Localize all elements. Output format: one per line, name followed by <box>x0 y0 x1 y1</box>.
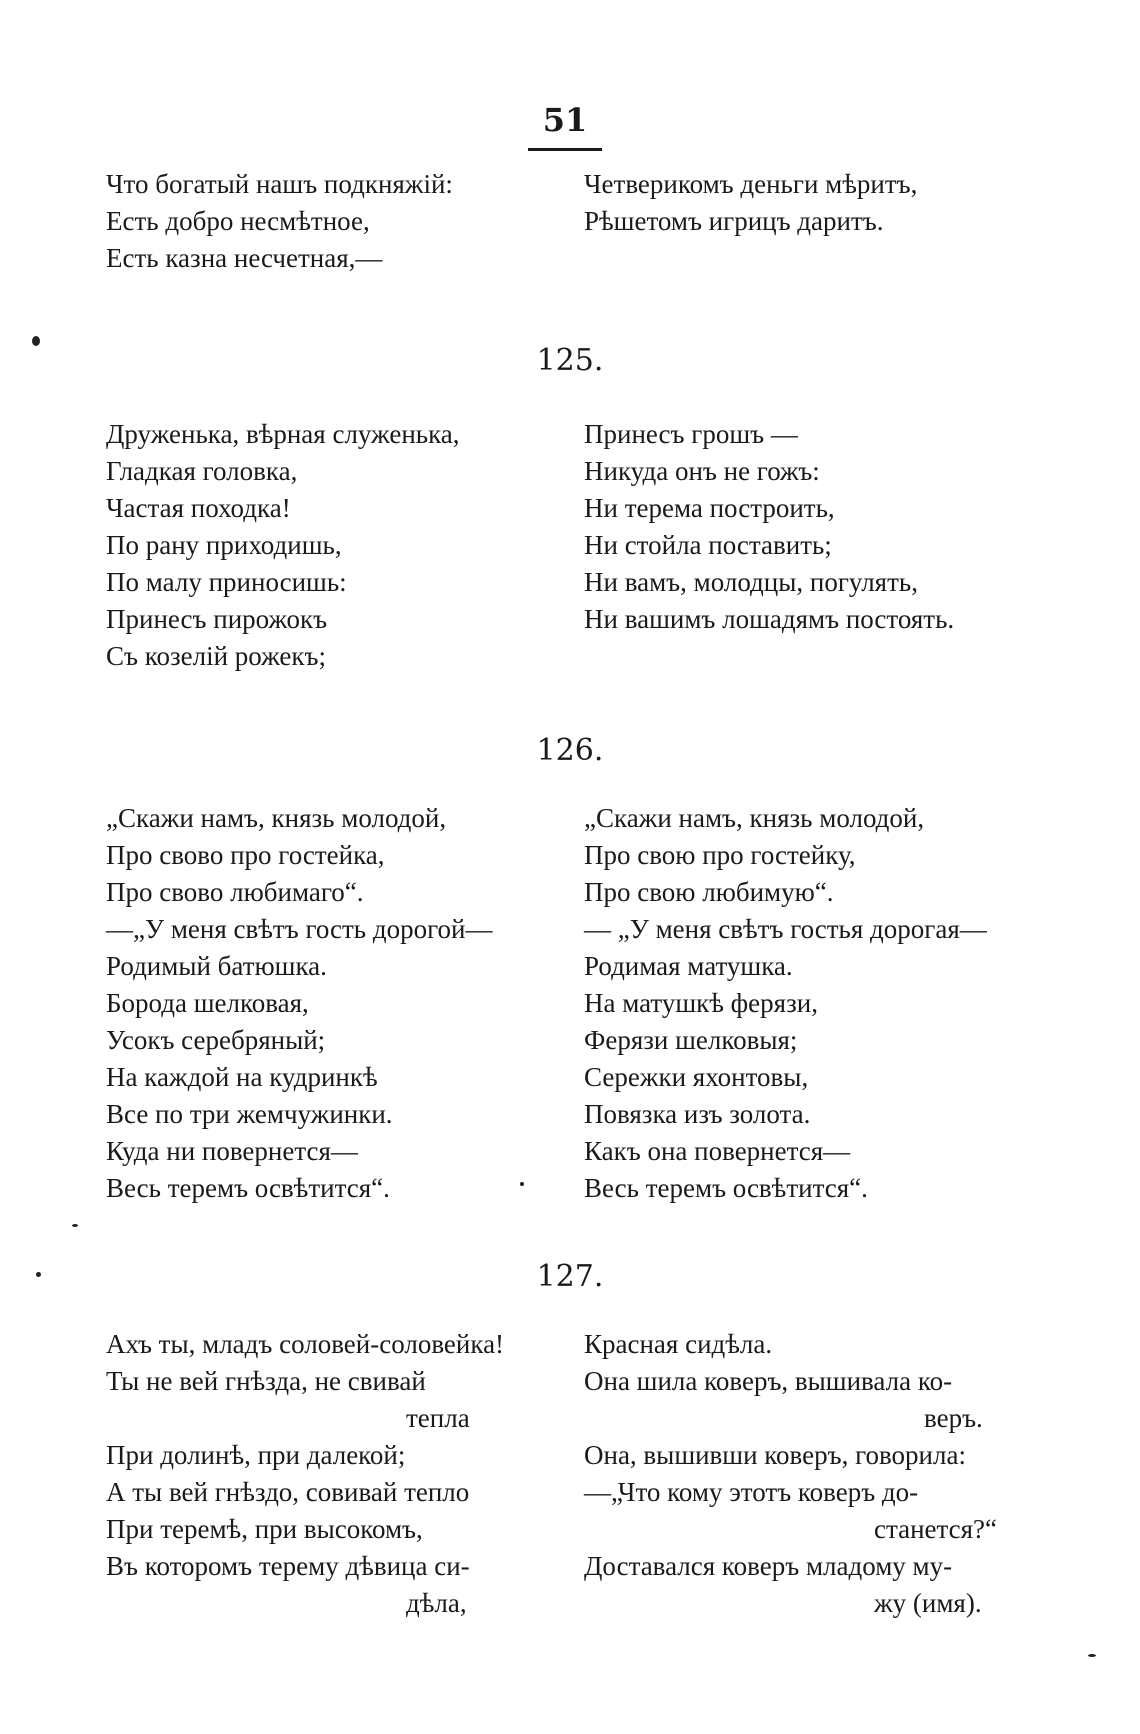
verse-line: Красная сидѣла. <box>584 1329 773 1359</box>
scan-speck <box>72 1224 78 1227</box>
verse-line: —„У меня свѣтъ гость дорогой— <box>106 914 493 944</box>
scan-speck <box>32 336 40 346</box>
verse-line: Родимый батюшка. <box>106 951 327 981</box>
verse-line: Ни стойла поставить; <box>584 530 832 560</box>
verse-line: Усокъ серебряный; <box>106 1025 326 1055</box>
section-126-right-column <box>584 800 1036 1207</box>
verse-line: Куда ни повернется— <box>106 1136 358 1166</box>
page-number-rule <box>528 148 602 151</box>
verse-line: Четверикомъ деньги мѣритъ, <box>584 169 918 199</box>
verse-line: На матушкѣ ферязи, <box>584 988 818 1018</box>
section-number: 127. <box>536 1259 604 1294</box>
verse-line: Никуда онъ не гожъ: <box>584 456 820 486</box>
top-right-column <box>584 166 1036 240</box>
verse-line: „Скажи намъ, князь молодой, <box>584 803 925 833</box>
verse-line: Она, вышивши коверъ, говорила: <box>584 1440 966 1470</box>
verse-line-continuation: тепла <box>406 1403 470 1433</box>
verse-line: Есть казна несчетная,— <box>106 243 383 273</box>
verse-line: Принесъ грошъ — <box>584 419 798 449</box>
verse-line: Про свово любимаго“. <box>106 877 364 907</box>
verse-line: Частая походка! <box>106 493 291 523</box>
verse-line: Про свово про гостейка, <box>106 840 385 870</box>
verse-line: Все по три жемчужинки. <box>106 1099 393 1129</box>
verse-line: Ни терема построить, <box>584 493 835 523</box>
verse-line: — „У меня свѣтъ гостья дорогая— <box>584 914 987 944</box>
verse-line: Друженька, вѣрная служенька, <box>106 419 460 449</box>
verse-line-continuation: жу (имя). <box>874 1588 982 1618</box>
verse-line: Ферязи шелковыя; <box>584 1025 798 1055</box>
section-125-left-column <box>106 416 556 675</box>
verse-line: Повязка изъ золота. <box>584 1099 811 1129</box>
section-125-right-column <box>584 416 1036 638</box>
verse-line-continuation: станется?“ <box>874 1514 998 1544</box>
verse-line: По рану приходишь, <box>106 530 342 560</box>
verse-line: Гладкая головка, <box>106 456 298 486</box>
section-number: 125. <box>536 343 604 378</box>
verse-line: Есть добро несмѣтное, <box>106 206 370 236</box>
verse-line: Ахъ ты, младъ соловей-соловейка! <box>106 1329 505 1359</box>
verse-line: Родимая матушка. <box>584 951 793 981</box>
scan-speck <box>1088 1654 1096 1657</box>
scan-speck <box>36 1272 41 1277</box>
verse-line: Принесъ пирожокъ <box>106 604 328 634</box>
top-left-column <box>106 166 556 277</box>
scan-speck <box>520 1182 524 1186</box>
verse-line: При теремѣ, при высокомъ, <box>106 1514 423 1544</box>
verse-line: Про свою любимую“. <box>584 877 834 907</box>
verse-line: А ты вей гнѣздо, совивай тепло <box>106 1477 470 1507</box>
verse-line: Она шила коверъ, вышивала ко- <box>584 1366 953 1396</box>
verse-line: Ты не вей гнѣзда, не свивай <box>106 1366 426 1396</box>
verse-line: Что богатый нашъ подкняжій: <box>106 169 453 199</box>
verse-line: Весь теремъ освѣтится“. <box>106 1173 390 1203</box>
verse-line: „Скажи намъ, князь молодой, <box>106 803 447 833</box>
section-126-left-column <box>106 800 556 1207</box>
verse-line: Рѣшетомъ игрицъ даритъ. <box>584 206 884 236</box>
verse-line: Весь теремъ освѣтится“. <box>584 1173 868 1203</box>
verse-line: По малу приносишь: <box>106 567 347 597</box>
verse-line: При долинѣ, при далекой; <box>106 1440 406 1470</box>
section-127-left-column <box>106 1326 556 1622</box>
verse-line: Борода шелковая, <box>106 988 309 1018</box>
verse-line-continuation: веръ. <box>924 1403 983 1433</box>
verse-line: Сережки яхонтовы, <box>584 1062 809 1092</box>
verse-line-continuation: дѣла, <box>406 1588 467 1618</box>
section-127-right-column <box>584 1326 1036 1622</box>
verse-line: Какъ она повернется— <box>584 1136 851 1166</box>
verse-line: На каждой на кудринкѣ <box>106 1062 378 1092</box>
verse-line: Съ козелій рожекъ; <box>106 641 326 671</box>
verse-line: Доставался коверъ младому му- <box>584 1551 953 1581</box>
verse-line: Ни вашимъ лошадямъ постоять. <box>584 604 955 634</box>
verse-line: Въ которомъ терему дѣвица си- <box>106 1551 470 1581</box>
verse-line: Ни вамъ, молодцы, погулять, <box>584 567 918 597</box>
page-number: 51 <box>542 101 588 139</box>
verse-line: —„Что кому этотъ коверъ до- <box>584 1477 919 1507</box>
section-number: 126. <box>536 733 604 768</box>
verse-line: Про свою про гостейку, <box>584 840 856 870</box>
